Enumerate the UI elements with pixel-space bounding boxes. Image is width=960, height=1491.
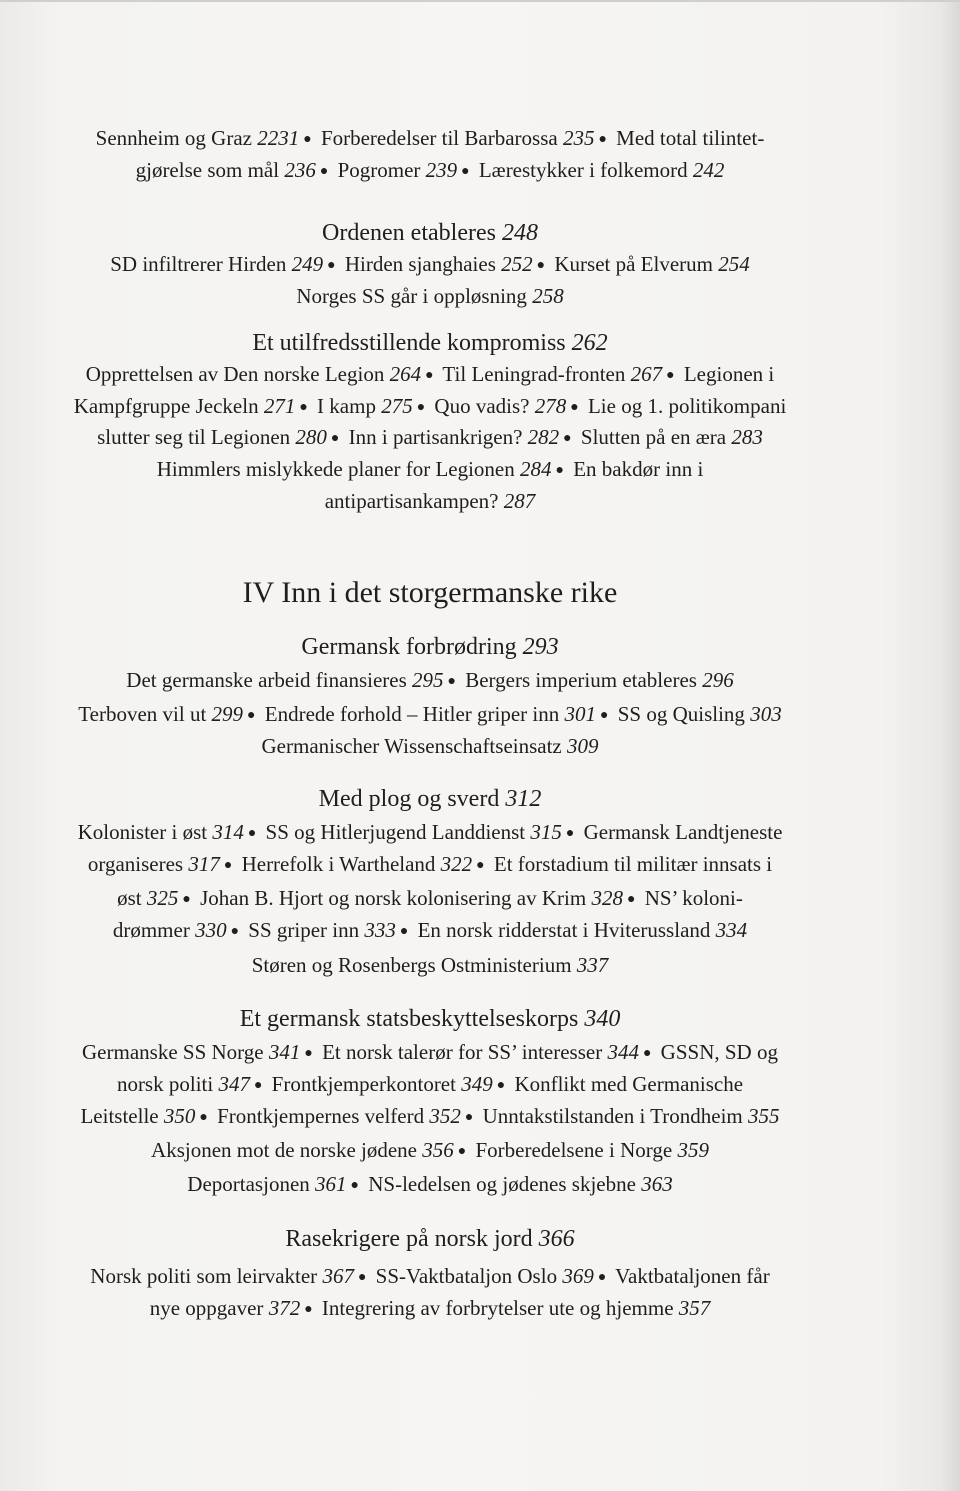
toc-line <box>20 852 840 877</box>
toc-line <box>20 1104 840 1129</box>
bullet-separator-icon: ● <box>350 1178 359 1193</box>
toc-entry-title: SS-Vaktbataljon Oslo <box>370 1264 563 1288</box>
bullet-separator-icon: ● <box>447 674 456 689</box>
toc-page-number: 284 <box>520 457 552 481</box>
toc-entry-title: organiseres <box>87 852 189 876</box>
toc-line <box>20 668 840 693</box>
toc-entry-title: Et norsk talerør for SS’ interesser <box>316 1040 608 1064</box>
bullet-separator-icon: ● <box>496 1078 506 1093</box>
toc-entry-title: gjørelse som mål <box>135 158 285 182</box>
toc-entry-title: Leitstelle <box>80 1104 164 1128</box>
toc-page-number: 2231 <box>257 126 300 150</box>
toc-page-number: 287 <box>503 489 536 513</box>
toc-entry-title: Unntakstilstanden i Trondheim <box>477 1104 749 1128</box>
bullet-separator-icon: ● <box>425 368 434 383</box>
toc-page-number: 369 <box>562 1264 594 1288</box>
bullet-separator-icon: ● <box>247 708 256 723</box>
toc-entry-title: Integrering av forbrytelser ute og hjemme <box>316 1296 679 1320</box>
chapter-heading-statsbeskyttelse: Et germansk statsbeskyttelseskorps 340 <box>239 1006 621 1032</box>
toc-line <box>20 953 840 978</box>
toc-entry-title: NS’ koloni- <box>639 886 743 910</box>
toc-page-number: 328 <box>591 886 623 910</box>
toc-page-number: 254 <box>718 252 750 276</box>
bullet-separator-icon: ● <box>464 1110 474 1125</box>
toc-page-number: 235 <box>562 126 595 150</box>
toc-entry-title: Germanske SS Norge <box>82 1040 269 1064</box>
toc-entry-title: En norsk ridderstat i Hviterussland <box>412 918 716 942</box>
toc-page-number: 347 <box>218 1072 250 1096</box>
toc-page-number: 258 <box>532 284 564 308</box>
toc-line <box>20 1072 840 1097</box>
toc-line <box>20 1172 840 1197</box>
toc-line <box>20 284 840 309</box>
toc-page-number: 283 <box>731 425 763 449</box>
chapter-heading-ordenen: Ordenen etableres 248 <box>322 220 538 246</box>
bullet-separator-icon: ● <box>330 431 340 446</box>
toc-page-number: 303 <box>750 702 782 726</box>
toc-page-number: 344 <box>607 1040 639 1064</box>
bullet-separator-icon: ● <box>642 1046 652 1061</box>
bullet-separator-icon: ● <box>457 1144 467 1159</box>
toc-page-number: 295 <box>412 668 444 692</box>
toc-entry-title: Hirden sjanghaies <box>339 252 502 276</box>
toc-page-number: 367 <box>322 1264 354 1288</box>
toc-line <box>20 1040 840 1065</box>
toc-entry-title: Vaktbataljonen får <box>610 1264 770 1288</box>
toc-entry-title: Herrefolk i Wartheland <box>236 852 441 876</box>
toc-page-number: 322 <box>440 852 473 876</box>
toc-page-number: 355 <box>748 1104 780 1128</box>
toc-page-number: 333 <box>364 918 396 942</box>
toc-page-number: 278 <box>534 394 567 418</box>
bullet-separator-icon: ● <box>570 400 579 415</box>
bullet-separator-icon: ● <box>253 1078 263 1093</box>
toc-page-number: 315 <box>530 820 562 844</box>
toc-page-number: 350 <box>163 1104 196 1128</box>
toc-line <box>20 702 840 727</box>
bullet-separator-icon: ● <box>666 368 675 383</box>
toc-entry-title: norsk politi <box>116 1072 219 1096</box>
toc-entry-title: Frontkjempernes velferd <box>211 1104 430 1128</box>
bullet-separator-icon: ● <box>223 858 233 873</box>
toc-entry-title: Slutten på en æra <box>575 425 732 449</box>
toc-page-number: 372 <box>268 1296 301 1320</box>
bullet-separator-icon: ● <box>536 258 546 273</box>
toc-entry-title: Kurset på Elverum <box>549 252 719 276</box>
toc-entry-title: Kolonister i øst <box>77 820 213 844</box>
bullet-separator-icon: ● <box>626 892 636 907</box>
toc-page-number: 330 <box>195 918 227 942</box>
toc-page-number: 337 <box>576 953 609 977</box>
toc-line <box>20 126 840 151</box>
toc-entry-title: SS griper inn <box>243 918 365 942</box>
toc-entry-title: Støren og Rosenbergs Ostministerium <box>251 953 577 977</box>
toc-line <box>20 362 840 387</box>
toc-entry-title: En bakdør inn i <box>567 457 704 481</box>
toc-page-number: 352 <box>429 1104 461 1128</box>
bullet-separator-icon: ● <box>182 892 191 907</box>
part-heading-iv: IV Inn i det storgermanske rike <box>242 576 618 609</box>
toc-page-number: 361 <box>315 1172 347 1196</box>
toc-line <box>20 252 840 277</box>
toc-page-number: 334 <box>715 918 748 942</box>
toc-entry-title: Lie og 1. politikompani <box>582 394 787 418</box>
toc-page-number: 239 <box>425 158 458 182</box>
bullet-separator-icon: ● <box>598 132 607 147</box>
bullet-separator-icon: ● <box>299 400 308 415</box>
toc-page-number: 275 <box>381 394 413 418</box>
toc-line <box>20 158 840 183</box>
toc-entry-title: Et forstadium til militær innsats i <box>488 852 773 876</box>
toc-entry-title: GSSN, SD og <box>655 1040 778 1064</box>
toc-page-number: 236 <box>284 158 316 182</box>
toc-entry-title: Det germanske arbeid finansieres <box>126 668 413 692</box>
toc-page-number: 299 <box>211 702 244 726</box>
toc-page-number: 357 <box>678 1296 711 1320</box>
toc-entry-title: Inn i partisankrigen? <box>343 425 528 449</box>
bullet-separator-icon: ● <box>199 1110 208 1125</box>
toc-entry-title: Til Leningrad-fronten <box>437 362 631 386</box>
toc-page-number: 301 <box>564 702 597 726</box>
chapter-heading-kompromiss: Et utilfredsstillende kompromiss 262 <box>252 330 608 356</box>
toc-entry-title: Johan B. Hjort og norsk kolonisering av Krim <box>194 886 592 910</box>
bullet-separator-icon: ● <box>303 132 312 147</box>
toc-entry-title: Kampfgruppe Jeckeln <box>73 394 264 418</box>
toc-entry-title: Bergers imperium etableres <box>459 668 703 692</box>
bullet-separator-icon: ● <box>600 708 609 723</box>
toc-entry-title: Forberedelser til Barbarossa <box>315 126 563 150</box>
bullet-separator-icon: ● <box>304 1046 313 1061</box>
toc-page-number: 349 <box>461 1072 493 1096</box>
toc-entry-title: Konflikt med Germanische <box>509 1072 744 1096</box>
bullet-separator-icon: ● <box>476 858 485 873</box>
toc-entry-title: Deportasjonen <box>187 1172 316 1196</box>
toc-page-number: 271 <box>263 394 296 418</box>
toc-line <box>20 886 840 911</box>
toc-page-number: 296 <box>702 668 734 692</box>
toc-entry-title: Opprettelsen av Den norske Legion <box>85 362 390 386</box>
toc-entry-title: SS og Hitlerjugend Landdienst <box>260 820 531 844</box>
toc-entry-title: Lærestykker i folkemord <box>473 158 693 182</box>
toc-entry-title: slutter seg til Legionen <box>97 425 296 449</box>
toc-page-number: 325 <box>146 886 179 910</box>
toc-entry-title: Norsk politi som leirvakter <box>90 1264 323 1288</box>
toc-page-number: 341 <box>268 1040 301 1064</box>
page-edge-line <box>0 0 960 2</box>
toc-page-number: 317 <box>188 852 220 876</box>
bullet-separator-icon: ● <box>555 463 564 478</box>
toc-entry-title: Sennheim og Graz <box>95 126 258 150</box>
toc-page-number: 359 <box>677 1138 709 1162</box>
toc-entry-title: NS-ledelsen og jødenes skjebne <box>362 1172 642 1196</box>
toc-line <box>20 394 840 419</box>
toc-entry-title: øst <box>117 886 147 910</box>
toc-entry-title: Himmlers mislykkede planer for Legionen <box>156 457 521 481</box>
bullet-separator-icon: ● <box>304 1302 313 1317</box>
toc-page-number: 249 <box>291 252 324 276</box>
toc-page-number: 282 <box>527 425 560 449</box>
toc-line <box>20 1138 840 1163</box>
toc-entry-title: nye oppgaver <box>149 1296 269 1320</box>
toc-entry-title: drømmer <box>112 918 196 942</box>
bullet-separator-icon: ● <box>565 826 575 841</box>
toc-entry-title: SD infiltrerer Hirden <box>110 252 292 276</box>
bullet-separator-icon: ● <box>563 431 572 446</box>
toc-page-number: 242 <box>692 158 725 182</box>
toc-page-number: 264 <box>389 362 422 386</box>
bullet-separator-icon: ● <box>230 924 240 939</box>
toc-line <box>20 489 840 514</box>
chapter-heading-plog: Med plog og sverd 312 <box>318 786 542 812</box>
chapter-heading-rasekrigere: Rasekrigere på norsk jord 366 <box>285 1226 575 1252</box>
bullet-separator-icon: ● <box>597 1270 607 1285</box>
toc-line <box>20 1264 840 1289</box>
toc-entry-title: Terboven vil ut <box>78 702 212 726</box>
toc-entry-title: Forberedelsene i Norge <box>470 1138 678 1162</box>
toc-page-number: 314 <box>212 820 244 844</box>
bullet-separator-icon: ● <box>319 164 329 179</box>
toc-entry-title: Legionen i <box>678 362 775 386</box>
toc-line <box>20 820 840 845</box>
bullet-separator-icon: ● <box>461 164 470 179</box>
chapter-heading-forbrodring: Germansk forbrødring 293 <box>301 634 559 660</box>
bullet-separator-icon: ● <box>327 258 336 273</box>
toc-line <box>20 734 840 759</box>
toc-page-number: 356 <box>422 1138 454 1162</box>
toc-entry-title: Endrede forhold – Hitler griper inn <box>259 702 565 726</box>
toc-line <box>20 1296 840 1321</box>
toc-entry-title: Frontkjemperkontoret <box>266 1072 462 1096</box>
toc-entry-title: Med total tilintet- <box>610 126 765 150</box>
bullet-separator-icon: ● <box>247 826 257 841</box>
toc-page-number: 267 <box>630 362 663 386</box>
toc-page-number: 309 <box>567 734 599 758</box>
toc-page-number: 280 <box>295 425 327 449</box>
toc-entry-title: Aksjonen mot de norske jødene <box>151 1138 423 1162</box>
toc-page-number: 363 <box>641 1172 673 1196</box>
toc-entry-title: I kamp <box>311 394 382 418</box>
toc-entry-title: Norges SS går i oppløsning <box>296 284 533 308</box>
toc-entry-title: Germanischer Wissenschaftseinsatz <box>261 734 567 758</box>
toc-entry-title: Pogromer <box>332 158 426 182</box>
toc-line <box>20 457 840 482</box>
toc-entry-title: SS og Quisling <box>612 702 751 726</box>
toc-line <box>20 425 840 450</box>
bullet-separator-icon: ● <box>357 1270 367 1285</box>
toc-entry-title: Quo vadis? <box>429 394 535 418</box>
bullet-separator-icon: ● <box>399 924 409 939</box>
toc-entry-title: Germansk Landtjeneste <box>578 820 783 844</box>
toc-entry-title: antipartisankampen? <box>324 489 504 513</box>
toc-line <box>20 918 840 943</box>
toc-page-number: 252 <box>501 252 533 276</box>
bullet-separator-icon: ● <box>416 400 426 415</box>
